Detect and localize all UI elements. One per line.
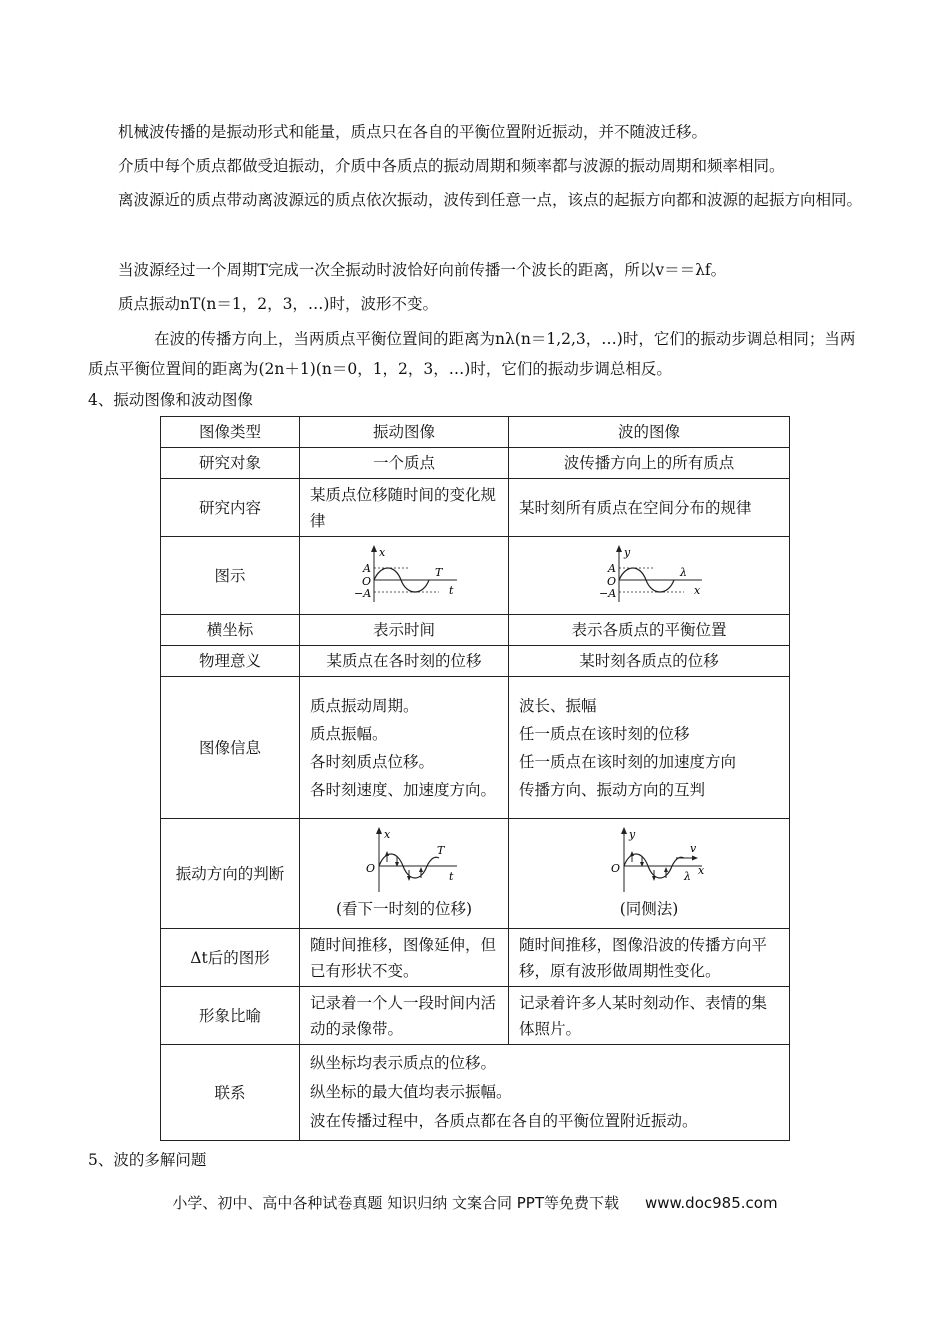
- table-row: [161, 615, 790, 646]
- row-label: 图示: [161, 537, 300, 615]
- wave-label-neg-amp: −A: [599, 586, 617, 600]
- vib-label-amp: A: [363, 561, 371, 575]
- row-label: 研究对象: [161, 448, 300, 479]
- vibdir-y-arrow: [376, 827, 382, 834]
- wavedir-y-arrow: [621, 827, 627, 834]
- row-label: 图像信息: [161, 677, 300, 819]
- cell-vibration: 随时间推移，图像延伸，但已有形状不变。: [300, 929, 509, 987]
- section-5-title: 5、波的多解问题: [88, 1151, 207, 1169]
- page-footer: [0, 1192, 950, 1213]
- vibdir-arrowhead-3: [407, 876, 411, 881]
- wave-label-period: λ: [680, 565, 687, 579]
- wavedir-label-period: λ: [684, 869, 691, 883]
- cell-vibration: [300, 677, 509, 819]
- row-label: 联系: [161, 1045, 300, 1141]
- table-row-header: [161, 417, 790, 448]
- info-line: 任一质点在该时刻的位移: [519, 724, 690, 743]
- vib-y-arrow: [371, 545, 377, 552]
- cell-wave: 记录着许多人某时刻动作、表情的集体照片。: [509, 987, 790, 1045]
- wavedir-label-y: y: [629, 827, 636, 841]
- cell-vibration: 某质点位移随时间的变化规律: [300, 479, 509, 537]
- cell-vibration: 某质点在各时刻的位移: [300, 646, 509, 677]
- cell-link: [300, 1045, 790, 1141]
- wavedir-arrowhead-1: [630, 851, 634, 856]
- wavedir-arrowhead-3: [652, 876, 656, 881]
- info-line: 质点振幅。: [310, 724, 388, 743]
- section-4-title: 4、振动图像和波动图像: [88, 391, 253, 409]
- table-row: [161, 677, 790, 819]
- info-line: 质点振动周期。: [310, 696, 419, 715]
- cell-wave: 随时间推移，图像沿波的传播方向平移，原有波形做周期性变化。: [509, 929, 790, 987]
- table-row: [161, 537, 790, 615]
- cell-wave: [509, 677, 790, 819]
- vib-label-origin: O: [362, 574, 372, 588]
- row-label: 形象比喻: [161, 987, 300, 1045]
- table-row: [161, 819, 790, 929]
- table-row: [161, 448, 790, 479]
- vibdir-label-origin: O: [366, 861, 376, 875]
- info-line: 各时刻速度、加速度方向。: [310, 780, 497, 799]
- paragraph-3: 离波源近的质点带动离波源远的质点依次振动，波传到任意一点，该点的起振方向都和波源的起振方向相同。: [118, 191, 863, 209]
- paragraph-1: 机械波传播的是振动形式和能量，质点只在各自的平衡位置附近振动，并不随波迁移。: [118, 123, 708, 141]
- info-line: 传播方向、振动方向的互判: [519, 780, 706, 799]
- info-line: 波长、振幅: [519, 696, 597, 715]
- table-row: [161, 646, 790, 677]
- row-label: Δt后的图形: [161, 929, 300, 987]
- vib-label-period: T: [435, 565, 443, 579]
- cell-vibration: [300, 537, 509, 615]
- paragraph-2: 介质中每个质点都做受迫振动，介质中各质点的振动周期和频率都与波源的振动周期和频率相同。: [118, 157, 785, 175]
- footer-site: www.doc985.com: [644, 1194, 778, 1212]
- cell-wave: 某时刻各质点的位移: [509, 646, 790, 677]
- cell-vibration: 一个质点: [300, 448, 509, 479]
- cell-vibration: [300, 819, 509, 929]
- paragraph-4: 当波源经过一个周期T完成一次全振动时波恰好向前传播一个波长的距离，所以v＝＝λf。: [118, 261, 727, 279]
- vibration-graph-figure: [339, 544, 469, 608]
- wavedir-label-velocity: v: [690, 841, 697, 855]
- cell-vibration: 记录着一个人一段时间内活动的录像带。: [300, 987, 509, 1045]
- vibdir-arrowhead-1: [385, 851, 389, 856]
- wavedir-velocity-arrowhead: [692, 855, 698, 860]
- link-line: 波在传播过程中，各质点都在各自的平衡位置附近振动。: [310, 1112, 698, 1130]
- wave-label-y: y: [624, 545, 631, 559]
- header-cell-type: 图像类型: [161, 417, 300, 448]
- vib-label-neg-amp: −A: [354, 586, 372, 600]
- wavedir-label-axis: x: [698, 863, 705, 877]
- wave-label-amp: A: [608, 561, 616, 575]
- vibration-direction-caption: (看下一时刻的位移): [335, 899, 473, 918]
- vibdir-label-y: x: [384, 827, 391, 841]
- wavedir-arrowhead-4: [664, 867, 668, 872]
- vibdir-arrowhead-4: [419, 867, 423, 872]
- footer-text: 小学、初中、高中各种试卷真题 知识归纳 文案合同 PPT等免费下载: [172, 1194, 619, 1212]
- comparison-table: [160, 416, 790, 1141]
- header-cell-vibration: 振动图像: [300, 417, 509, 448]
- row-label: 物理意义: [161, 646, 300, 677]
- vib-label-axis: t: [449, 583, 454, 597]
- link-line: 纵坐标的最大值均表示振幅。: [310, 1083, 512, 1101]
- cell-vibration: 表示时间: [300, 615, 509, 646]
- row-label: 研究内容: [161, 479, 300, 537]
- info-line: 任一质点在该时刻的加速度方向: [519, 752, 737, 771]
- table-row: [161, 929, 790, 987]
- wave-y-arrow: [616, 545, 622, 552]
- row-label: 振动方向的判断: [161, 819, 300, 929]
- table-row: [161, 479, 790, 537]
- vib-label-y: x: [379, 545, 386, 559]
- wavedir-label-origin: O: [611, 861, 621, 875]
- link-line: 纵坐标均表示质点的位移。: [310, 1054, 497, 1072]
- paragraph-6: 在波的传播方向上，当两质点平衡位置间的距离为nλ(n＝1,2,3，…)时，它们的振动步调总相同；当两质点平衡位置间的距离为(2n＋1)(n＝0，1，2，3，…)时，它们的振动步调总相反。: [88, 330, 856, 378]
- vibdir-label-axis: t: [449, 869, 454, 883]
- header-cell-wave: 波的图像: [509, 417, 790, 448]
- paragraph-5: 质点振动nT(n＝1，2，3，…)时，波形不变。: [118, 295, 438, 313]
- row-label: 横坐标: [161, 615, 300, 646]
- table-row: [161, 1045, 790, 1141]
- cell-wave: 波传播方向上的所有质点: [509, 448, 790, 479]
- table-row: [161, 987, 790, 1045]
- info-line: 各时刻质点位移。: [310, 752, 435, 771]
- wave-graph-figure: [584, 544, 714, 608]
- wave-direction-figure: [584, 826, 714, 896]
- vibration-direction-figure: [339, 826, 469, 896]
- cell-wave: 表示各质点的平衡位置: [509, 615, 790, 646]
- wave-label-axis: x: [694, 583, 701, 597]
- wave-direction-caption: (同侧法): [619, 899, 679, 918]
- cell-wave: [509, 537, 790, 615]
- wave-label-origin: O: [607, 574, 617, 588]
- vibdir-label-period: T: [437, 843, 445, 857]
- cell-wave: [509, 819, 790, 929]
- cell-wave: 某时刻所有质点在空间分布的规律: [509, 479, 790, 537]
